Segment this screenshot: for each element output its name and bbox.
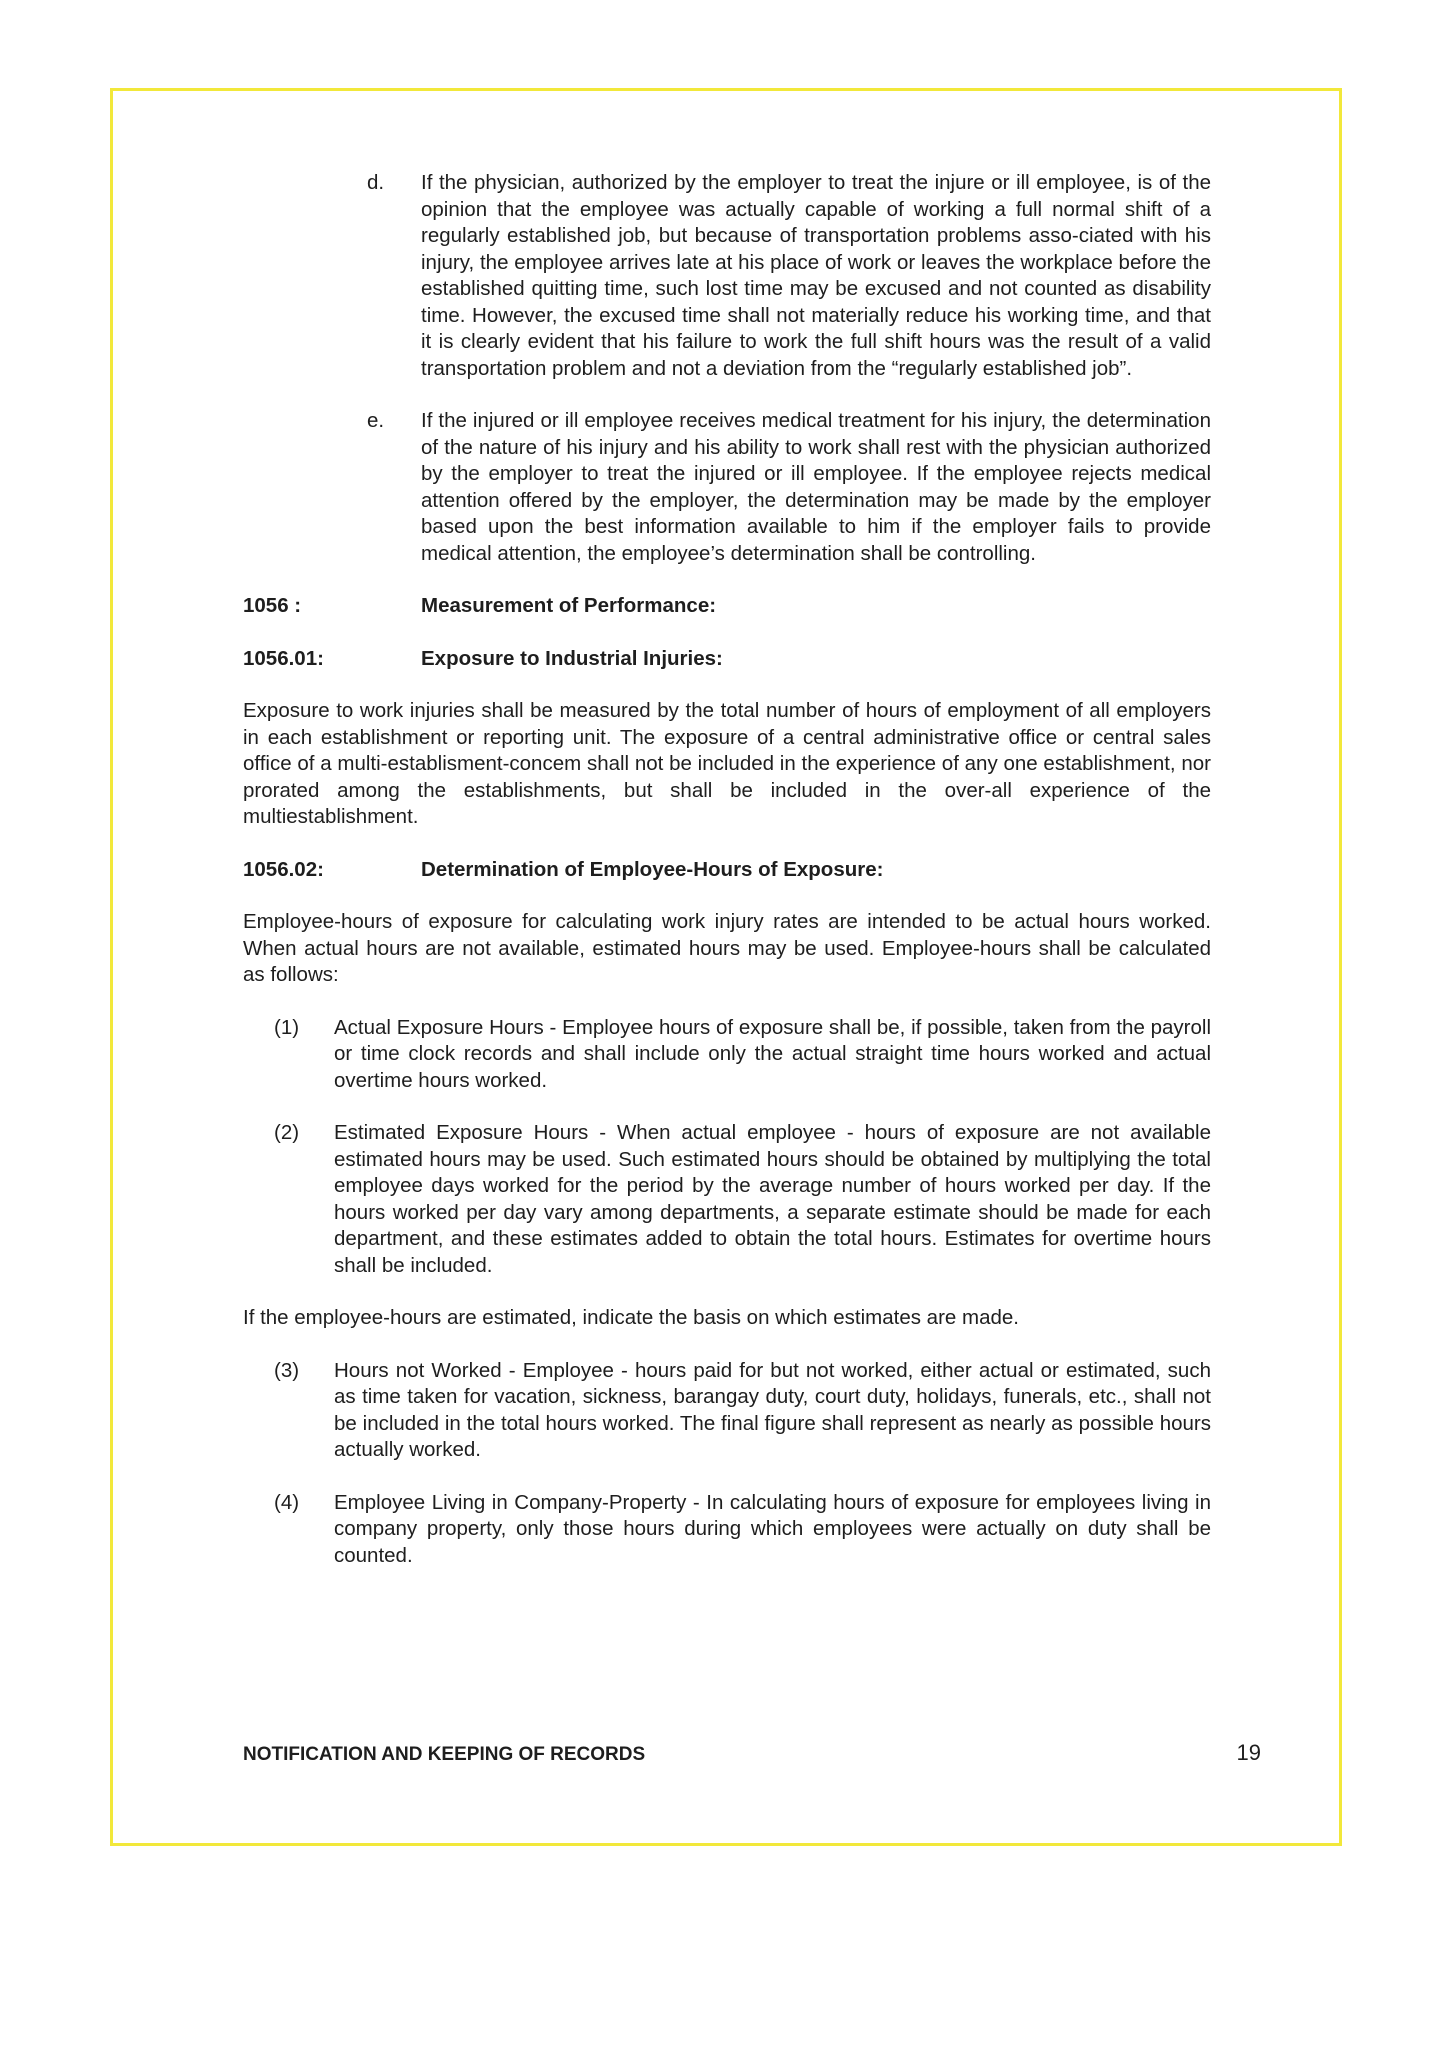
list-item-text: If the injured or ill employee receives medical treatment for his injury, the determination of the nature of his injury and his ability to work shall rest with the physician authorized by the employer to treat the injured or ill employee. If the employee rejects medical attention offered by the employer, the determination may be made by the employer based upon the best information available to him if the employer fails to provide medical attention, the employee’s determination shall be controlling. bbox=[421, 409, 1211, 565]
list-item-e bbox=[243, 408, 1211, 567]
list-item-text: Hours not Worked - Employee - hours paid for but not worked, either actual or estimated, such as time taken for vacation, sickness, barangay duty, court duty, holidays, funerals, etc., shall not be included in the total hours worked. The final figure shall represent as nearly as possible hours actually worked. bbox=[334, 1358, 1211, 1461]
list-item-text: If the physician, authorized by the employer to treat the injure or ill employee, is of the opinion that the employee was actually capable of working a full normal shift of a regularly established job, but because of transportation problems asso-ciated with his injury, the employee arrives late at his place of work or leaves the workplace before the established quitting time, such lost time may be excused and not counted as disability time. However, the excused time shall not materially reduce his working time, and that it is clearly evident that his failure to work the full shift hours was the result of a valid transportation problem and not a deviation from the “regularly established job”. bbox=[421, 171, 1211, 380]
section-heading-1056 bbox=[243, 593, 1211, 620]
list-item-1 bbox=[243, 1015, 1211, 1095]
section-number: 1056.02: bbox=[243, 857, 324, 881]
document-body bbox=[243, 170, 1211, 1569]
list-marker: (1) bbox=[274, 1015, 300, 1039]
paragraph-exposure: Exposure to work injuries shall be measured by the total number of hours of employment of all employers in each establishment or reporting unit. The exposure of a central administrative office or central sales office of a multi-establisment-concem shall not be included in the experience of any one establishment, nor prorated among the establishments, but shall be included in the over-all experience of the multiestablishment. bbox=[243, 699, 1211, 828]
section-title: Measurement of Performance: bbox=[421, 594, 717, 617]
page-footer bbox=[243, 1740, 1261, 1766]
list-item-text: Employee Living in Company-Property - In calculating hours of exposure for employees living in company property, only those hours during which employees were actually on duty shall be counted. bbox=[334, 1490, 1211, 1567]
section-title: Determination of Employee-Hours of Exposure: bbox=[421, 857, 884, 881]
list-item-3 bbox=[243, 1358, 1211, 1464]
list-marker: (4) bbox=[274, 1490, 300, 1514]
list-item-text: Estimated Exposure Hours - When actual employee - hours of exposure are not available estimated hours may be used. Such estimated hours should be obtained by multiplying the total employee days worked for the period by the average number of hours worked per day. If the hours worked per day vary among departments, a separate estimate should be made for each department, and these estimates added to obtain the total hours. Estimates for overtime hours shall be included. bbox=[334, 1121, 1211, 1277]
section-number: 1056 : bbox=[243, 594, 302, 617]
list-marker: (3) bbox=[274, 1358, 300, 1382]
section-heading-1056-02 bbox=[243, 857, 1211, 884]
list-marker: (2) bbox=[274, 1121, 300, 1144]
paragraph-estimated: If the employee-hours are estimated, indicate the basis on which estimates are made. bbox=[243, 1306, 1019, 1329]
footer-title: NOTIFICATION AND KEEPING OF RECORDS bbox=[243, 1744, 646, 1765]
list-item-4 bbox=[243, 1490, 1211, 1570]
list-marker: e. bbox=[367, 409, 385, 432]
paragraph-employee-hours: Employee-hours of exposure for calculating work injury rates are intended to be actual hours worked. When actual hours are not available, estimated hours may be used. Employee-hours shall be calculated as follows: bbox=[243, 910, 1211, 986]
section-title: Exposure to Industrial Injuries: bbox=[421, 646, 723, 670]
list-item-d bbox=[243, 170, 1211, 382]
list-marker: d. bbox=[367, 171, 385, 194]
list-item-2 bbox=[243, 1120, 1211, 1279]
list-item-text: Actual Exposure Hours - Employee hours of exposure shall be, if possible, taken from the payroll or time clock records and shall include only the actual straight time hours worked and actual overtime hours worked. bbox=[334, 1015, 1211, 1092]
section-number: 1056.01: bbox=[243, 646, 324, 670]
page-number: 19 bbox=[1236, 1740, 1261, 1765]
section-heading-1056-01 bbox=[243, 646, 1211, 673]
